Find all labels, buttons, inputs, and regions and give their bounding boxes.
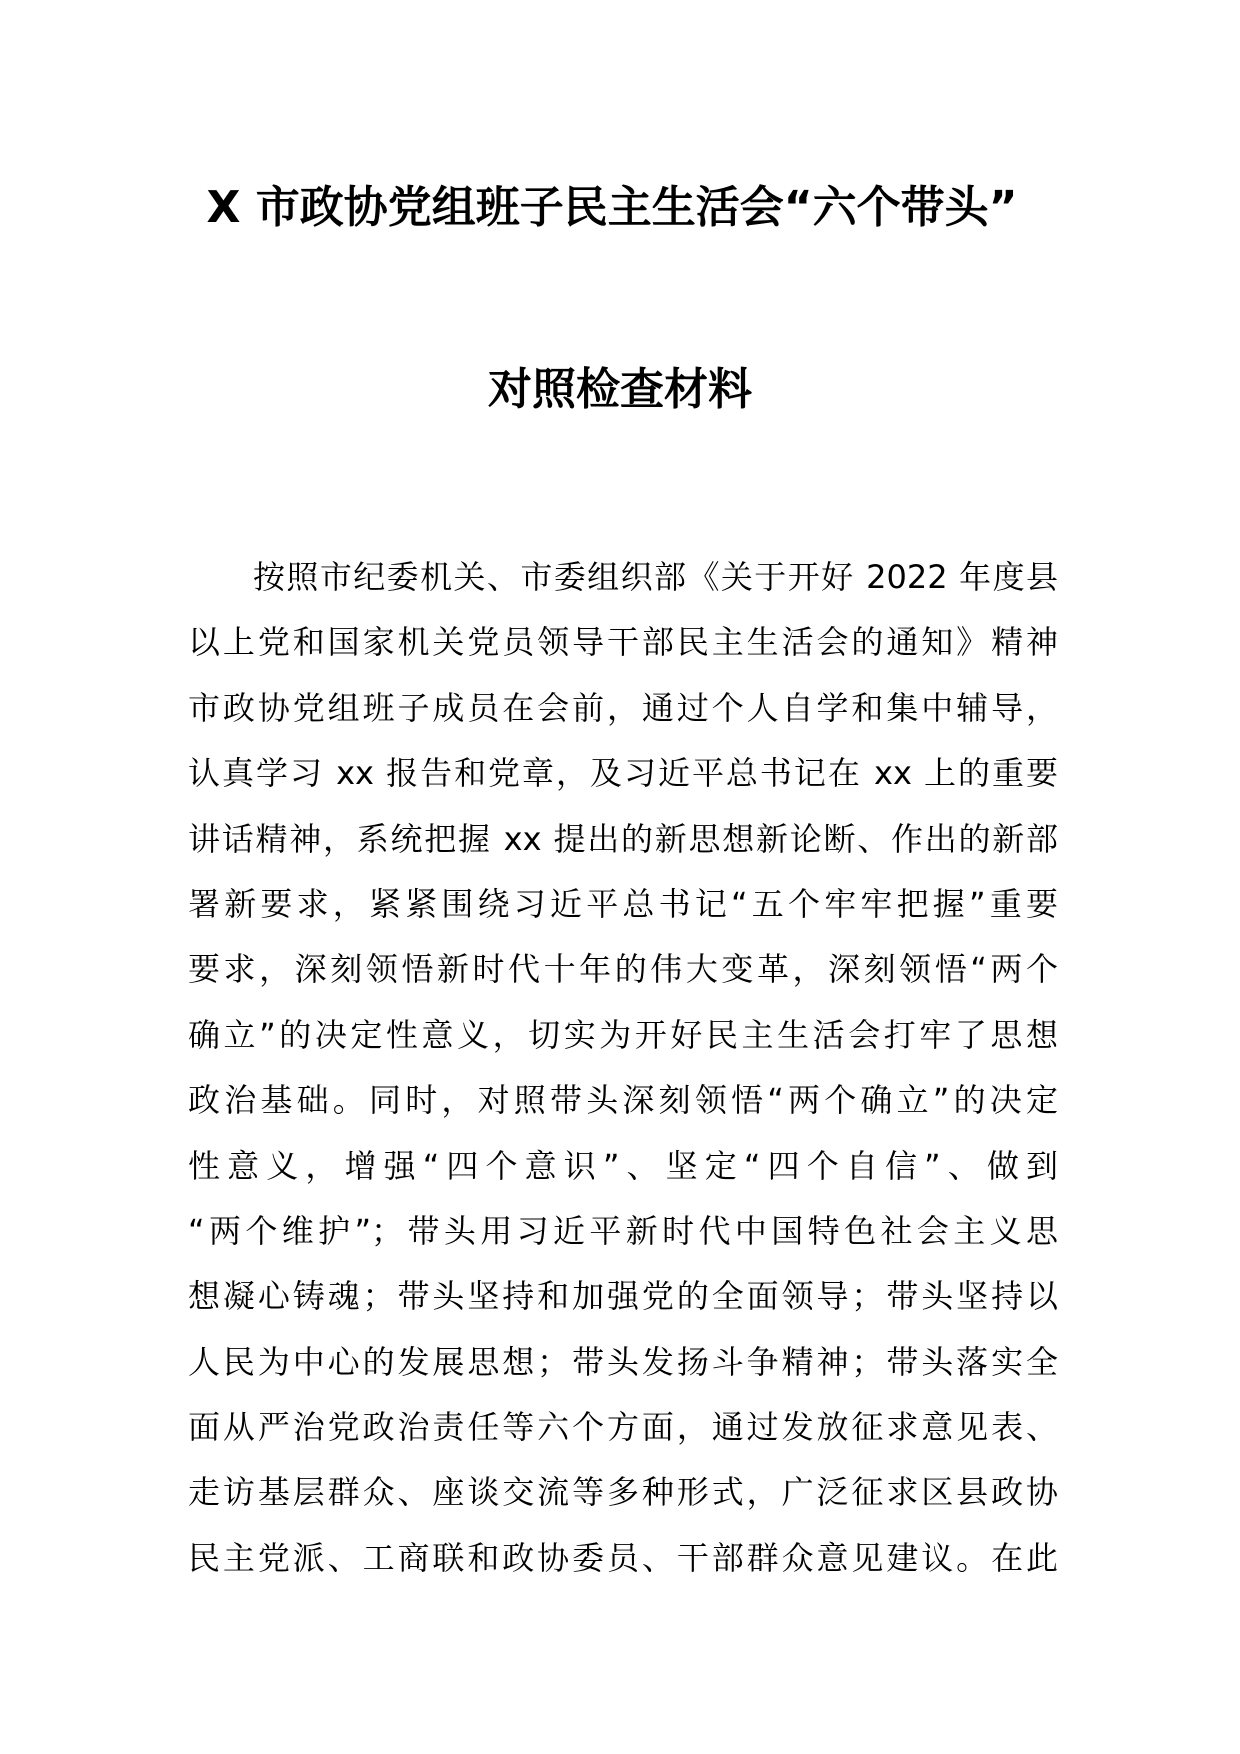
body-line: 民主党派、工商联和政协委员、干部群众意见建议。在此 [188, 1538, 1058, 1577]
body-line: 面从严治党政治责任等六个方面，通过发放征求意见表、 [188, 1408, 1058, 1447]
body-line: 要求，深刻领悟新时代十年的伟大变革，深刻领悟“两个 [188, 950, 1058, 989]
body-line: 讲话精神，系统把握 xx 提出的新思想新论断、作出的新部 [188, 819, 1058, 858]
body-line: 按照市纪委机关、市委组织部《关于开好 2022 年度县 [253, 558, 1058, 596]
document-title-line-1: X 市政协党组班子民主生活会“六个带头” [206, 182, 1018, 233]
document-body [188, 545, 1058, 1591]
body-line: 署新要求，紧紧围绕习近平总书记“五个牢牢把握”重要 [188, 884, 1058, 923]
body-line: 确立”的决定性意义，切实为开好民主生活会打牢了思想 [188, 1015, 1058, 1054]
body-line: 想凝心铸魂；带头坚持和加强党的全面领导；带头坚持以 [188, 1277, 1058, 1316]
document-title-line-2: 对照检查材料 [488, 364, 752, 415]
body-line: 政治基础。同时，对照带头深刻领悟“两个确立”的决定 [188, 1081, 1058, 1120]
body-line: 性意义，增强“四个意识”、坚定“四个自信”、做到 [188, 1146, 1058, 1185]
body-line: “两个维护”；带头用习近平新时代中国特色社会主义思 [188, 1211, 1058, 1250]
body-line: 以上党和国家机关党员领导干部民主生活会的通知》精神 [188, 623, 1058, 662]
body-line: 走访基层群众、座谈交流等多种形式，广泛征求区县政协 [188, 1473, 1058, 1512]
body-line: 认真学习 xx 报告和党章，及习近平总书记在 xx 上的重要 [188, 754, 1058, 793]
body-line: 人民为中心的发展思想；带头发扬斗争精神；带头落实全 [188, 1342, 1058, 1381]
body-line: 市政协党组班子成员在会前，通过个人自学和集中辅导， [188, 688, 1058, 727]
